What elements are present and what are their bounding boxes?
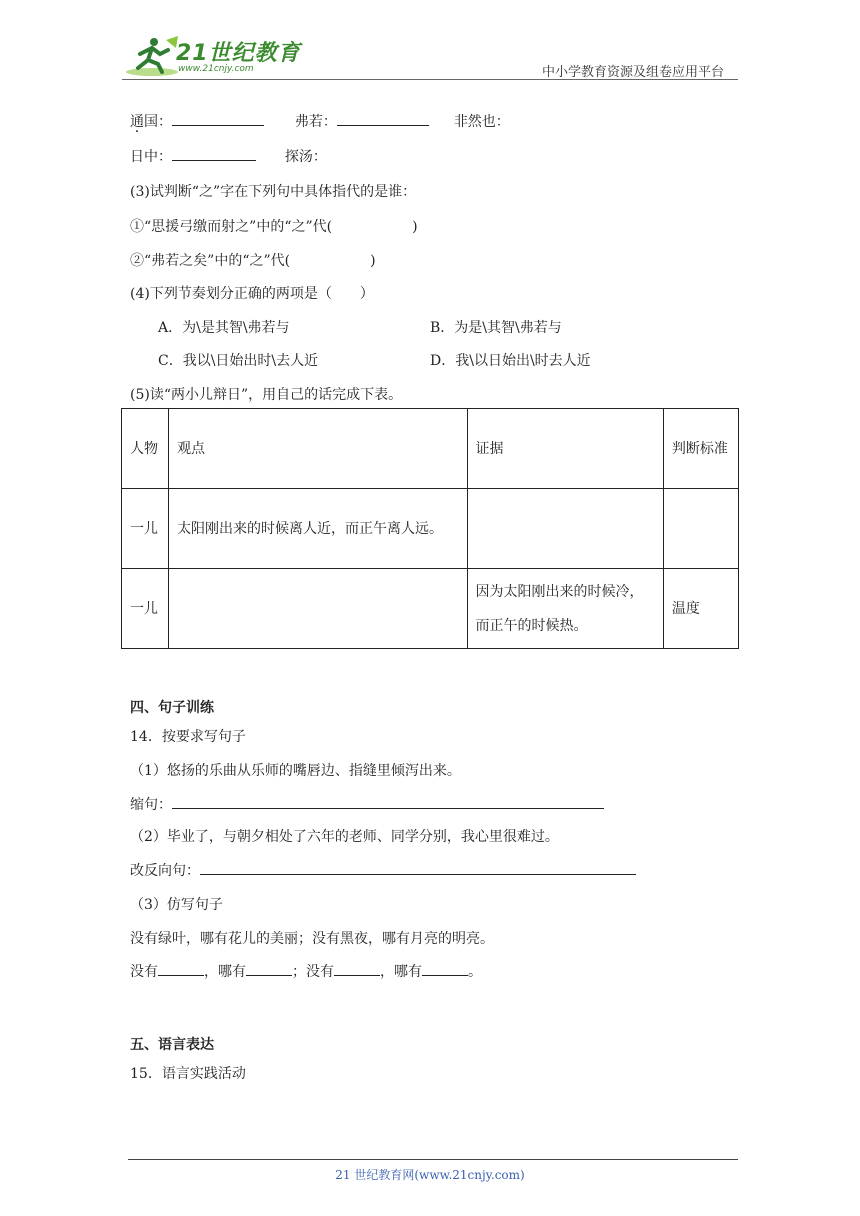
q4-option-b[interactable]: B．为是\其智\弗若与 xyxy=(430,320,562,336)
answer-line[interactable] xyxy=(172,794,604,809)
header-standard: 判断标准 xyxy=(663,409,738,489)
cell-evidence: 因为太阳刚出来的时候冷，而正午的时候热。 xyxy=(467,569,663,649)
q4-option-d[interactable]: D．我\以日始出\时去人近 xyxy=(430,353,591,369)
q4-option-a[interactable]: A．为\是其智\弗若与 xyxy=(158,320,290,336)
q14-answer-1: 缩句： xyxy=(130,794,604,814)
q3-item-2: ②“弗若之矣”中的“之”代( ) xyxy=(130,253,376,269)
header-evidence: 证据 xyxy=(467,409,663,489)
cell-person: 一儿 xyxy=(122,489,169,569)
q15-stem: 15．语言实践活动 xyxy=(130,1066,246,1082)
q3-stem: (3)试判断“之”字在下列句中具体指代的是谁： xyxy=(130,184,417,200)
answer-blank[interactable] xyxy=(337,111,429,126)
comparison-table xyxy=(121,408,739,649)
logo-url: www.21cnjy.com xyxy=(178,64,254,74)
q14-sentence-3: （3）仿写句子 xyxy=(130,897,223,913)
cell-person: 一儿 xyxy=(122,569,169,649)
footer-text[interactable]: 21 世纪教育网(www.21cnjy.com) xyxy=(335,1168,525,1182)
q3-item-1: ①“思援弓缴而射之”中的“之”代( ) xyxy=(130,219,418,235)
vocab-tantang: 探汤： xyxy=(284,149,327,165)
q4-stem: (4)下列节奏划分正确的两项是（ ） xyxy=(130,286,374,302)
section-5-title: 五、语言表达 xyxy=(130,1037,214,1053)
cell-evidence[interactable] xyxy=(467,489,663,569)
vocab-row-1 xyxy=(130,111,510,131)
vocab-furuo: 弗若： xyxy=(294,114,337,130)
vocab-rizhong: 日中： xyxy=(130,149,172,165)
q14-sentence-2: （2）毕业了，与朝夕相处了六年的老师、同学分别，我心里很难过。 xyxy=(130,829,559,845)
answer-blank[interactable] xyxy=(422,961,468,976)
answer-blank[interactable] xyxy=(172,111,264,126)
table-header-row xyxy=(122,409,739,489)
q4-option-c[interactable]: C．我以\日始出时\去人近 xyxy=(158,353,319,369)
answer-blank[interactable] xyxy=(246,961,292,976)
answer-blank[interactable] xyxy=(172,146,256,161)
q14-answer-2: 改反向句： xyxy=(130,860,636,880)
cell-view: 太阳刚出来的时候离人近，而正午离人远。 xyxy=(169,489,467,569)
header-view: 观点 xyxy=(169,409,467,489)
table-row xyxy=(122,569,739,649)
cell-view[interactable] xyxy=(169,569,467,649)
vocab-row-2 xyxy=(130,146,327,166)
q14-imitation: 没有 ，哪有 ；没有 ，哪有 。 xyxy=(130,961,482,981)
table-row xyxy=(122,489,739,569)
runner-logo-icon xyxy=(122,34,182,78)
q14-sentence-1: （1）悠扬的乐曲从乐师的嘴唇边、指缝里倾泻出来。 xyxy=(130,763,461,779)
answer-blank[interactable] xyxy=(158,961,204,976)
emphasis-dot-char: 通 xyxy=(130,114,144,130)
q14-example: 没有绿叶，哪有花儿的美丽；没有黑夜，哪有月亮的明亮。 xyxy=(130,931,494,947)
cell-standard[interactable] xyxy=(663,489,738,569)
vocab-feiranye: 非然也： xyxy=(453,114,510,130)
header-divider xyxy=(122,79,738,80)
answer-line[interactable] xyxy=(200,860,636,875)
footer-divider xyxy=(128,1159,738,1160)
section-4-title: 四、句子训练 xyxy=(130,700,214,716)
platform-name: 中小学教育资源及组卷应用平台 xyxy=(541,65,724,80)
logo-text: 21世纪教育 xyxy=(176,41,301,66)
header-person: 人物 xyxy=(122,409,169,489)
answer-blank[interactable] xyxy=(334,961,380,976)
cell-standard: 温度 xyxy=(663,569,738,649)
q14-stem: 14．按要求写句子 xyxy=(130,729,246,745)
vocab-tongguo: 通国： xyxy=(130,114,172,130)
q5-stem: (5)读“两小儿辩日”，用自己的话完成下表。 xyxy=(130,387,403,403)
